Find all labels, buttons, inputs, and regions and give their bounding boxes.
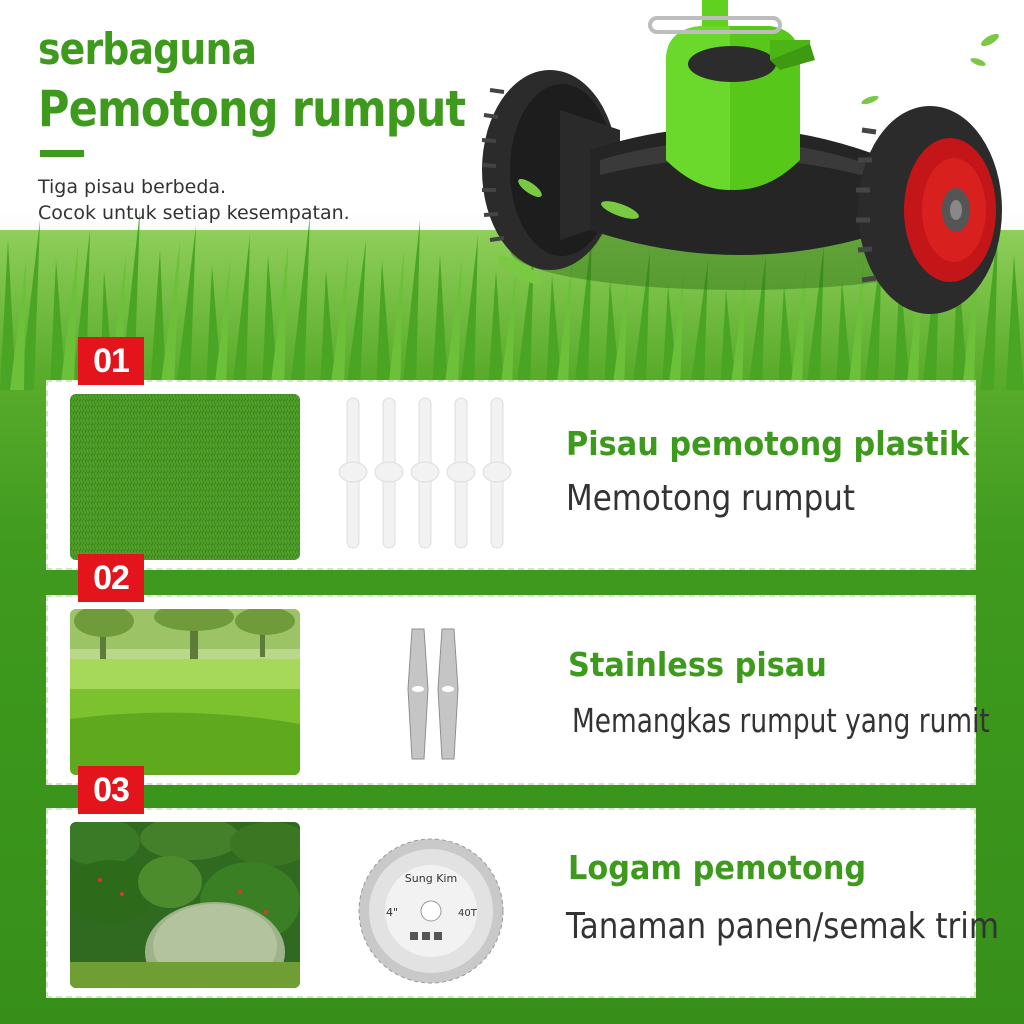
item-3-number-badge: 03: [78, 766, 144, 814]
blade-card-1: [46, 380, 976, 570]
metal-saw-blade-icon: [356, 836, 506, 986]
blade-2-title: Stainless pisau: [568, 645, 827, 684]
saw-teeth-label: 40T: [458, 908, 477, 919]
subtitle-line-1: Tiga pisau berbeda.: [38, 176, 227, 198]
stainless-blades-icon: [398, 625, 478, 765]
plastic-blades-icon: [313, 392, 513, 562]
trimmed-shrubs-photo: [70, 822, 300, 988]
blade-1-title: Pisau pemotong plastik: [566, 424, 970, 463]
blade-card-3: [46, 808, 1000, 998]
subtitle: [38, 174, 350, 226]
park-lawn-photo: [70, 609, 300, 775]
blade-2-description: Memangkas rumput yang rumit: [572, 701, 990, 740]
headline-line-1: serbaguna: [38, 24, 257, 75]
right-wheel-icon: [856, 106, 1002, 314]
blade-1-description: Memotong rumput: [566, 478, 855, 519]
item-2-number-badge: 02: [78, 554, 144, 602]
motor-housing-icon: [650, 0, 815, 190]
saw-size-label: 4": [386, 906, 399, 919]
headline-line-2: Pemotong rumput: [38, 80, 466, 138]
blade-3-description: Tanaman panen/semak trim: [566, 906, 1000, 947]
blade-3-title: Logam pemotong: [568, 848, 867, 887]
saw-brand-label: Sung Kim: [404, 872, 458, 885]
subtitle-line-2: Cocok untuk setiap kesempatan.: [38, 202, 350, 224]
blade-card-2: [46, 595, 990, 785]
short-lawn-photo: [70, 394, 300, 560]
grass-trimmer-product-image: [470, 0, 1024, 340]
headline-underline: [40, 150, 84, 157]
item-1-number-badge: 01: [78, 337, 144, 385]
headline: [38, 22, 535, 140]
